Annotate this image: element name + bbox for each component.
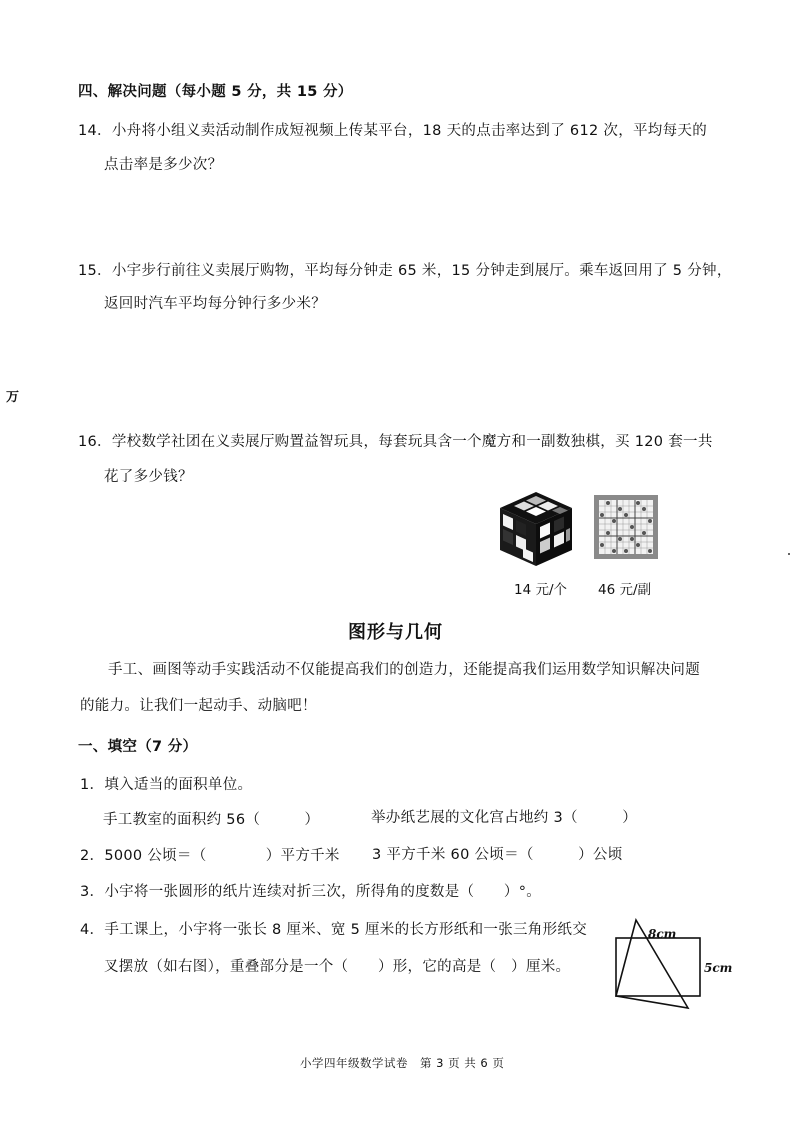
page-footer: 小学四年级数学试卷 第 3 页 共 6 页 <box>300 1056 505 1070</box>
q15-line2: 返回时汽车平均每分钟行多少米？ <box>104 296 326 312</box>
q2-part-a: 2．5000 公顷＝（ ）平方千米 <box>80 848 340 864</box>
q1-part-a: 手工教室的面积约 56（ ） <box>103 812 320 828</box>
sudoku-board-image <box>594 495 658 563</box>
q14-line2: 点击率是多少次？ <box>104 157 223 173</box>
q1-part-b: 举办纸艺展的文化宫占地约 3（ ） <box>371 810 638 826</box>
cube-price-caption: 14 元/个 <box>514 582 568 598</box>
q16-line1: 16．学校数学社团在义卖展厅购置益智玩具，每套玩具含一个魔方和一副数独棋，买 120 套一共 <box>78 434 713 450</box>
q2-part-b: 3 平方千米 60 公顷＝（ ）公顷 <box>372 847 623 863</box>
margin-character: 万 <box>6 390 20 405</box>
section-heading-solve: 四、解决问题（每小题 5 分，共 15 分） <box>78 84 353 100</box>
figure-label-5cm: 5cm <box>704 961 733 975</box>
section-title-geometry: 图形与几何 <box>348 622 443 643</box>
geometry-intro-line2: 的能力。让我们一起动手、动脑吧！ <box>80 698 317 714</box>
q1-line1: 1．填入适当的面积单位。 <box>80 777 253 793</box>
q16-line2: 花了多少钱？ <box>104 469 193 485</box>
q15-line1: 15．小宇步行前往义卖展厅购物，平均每分钟走 65 米，15 分钟走到展厅。乘车返回用了 5 分钟， <box>78 263 732 279</box>
section-heading-fill-blank: 一、填空（7 分） <box>78 739 198 755</box>
geometry-intro-line1: 手工、画图等动手实践活动不仅能提高我们的创造力，还能提高我们运用数学知识解决问题 <box>108 662 700 678</box>
figure-label-8cm: 8cm <box>648 927 677 941</box>
q4-line2: 叉摆放（如右图），重叠部分是一个（ ）形，它的高是（ ）厘米。 <box>104 959 571 975</box>
sudoku-price-caption: 46 元/副 <box>598 582 652 598</box>
q4-line1: 4．手工课上，小宇将一张长 8 厘米、宽 5 厘米的长方形纸和一张三角形纸交 <box>80 922 588 938</box>
q3-line: 3．小宇将一张圆形的纸片连续对折三次，所得角的度数是（ ）°。 <box>80 884 542 900</box>
stray-mark <box>788 553 790 555</box>
q14-line1: 14．小舟将小组义卖活动制作成短视频上传某平台，18 天的点击率达到了 612 次，平均每天的 <box>78 123 708 139</box>
rubiks-cube-image <box>496 488 576 572</box>
